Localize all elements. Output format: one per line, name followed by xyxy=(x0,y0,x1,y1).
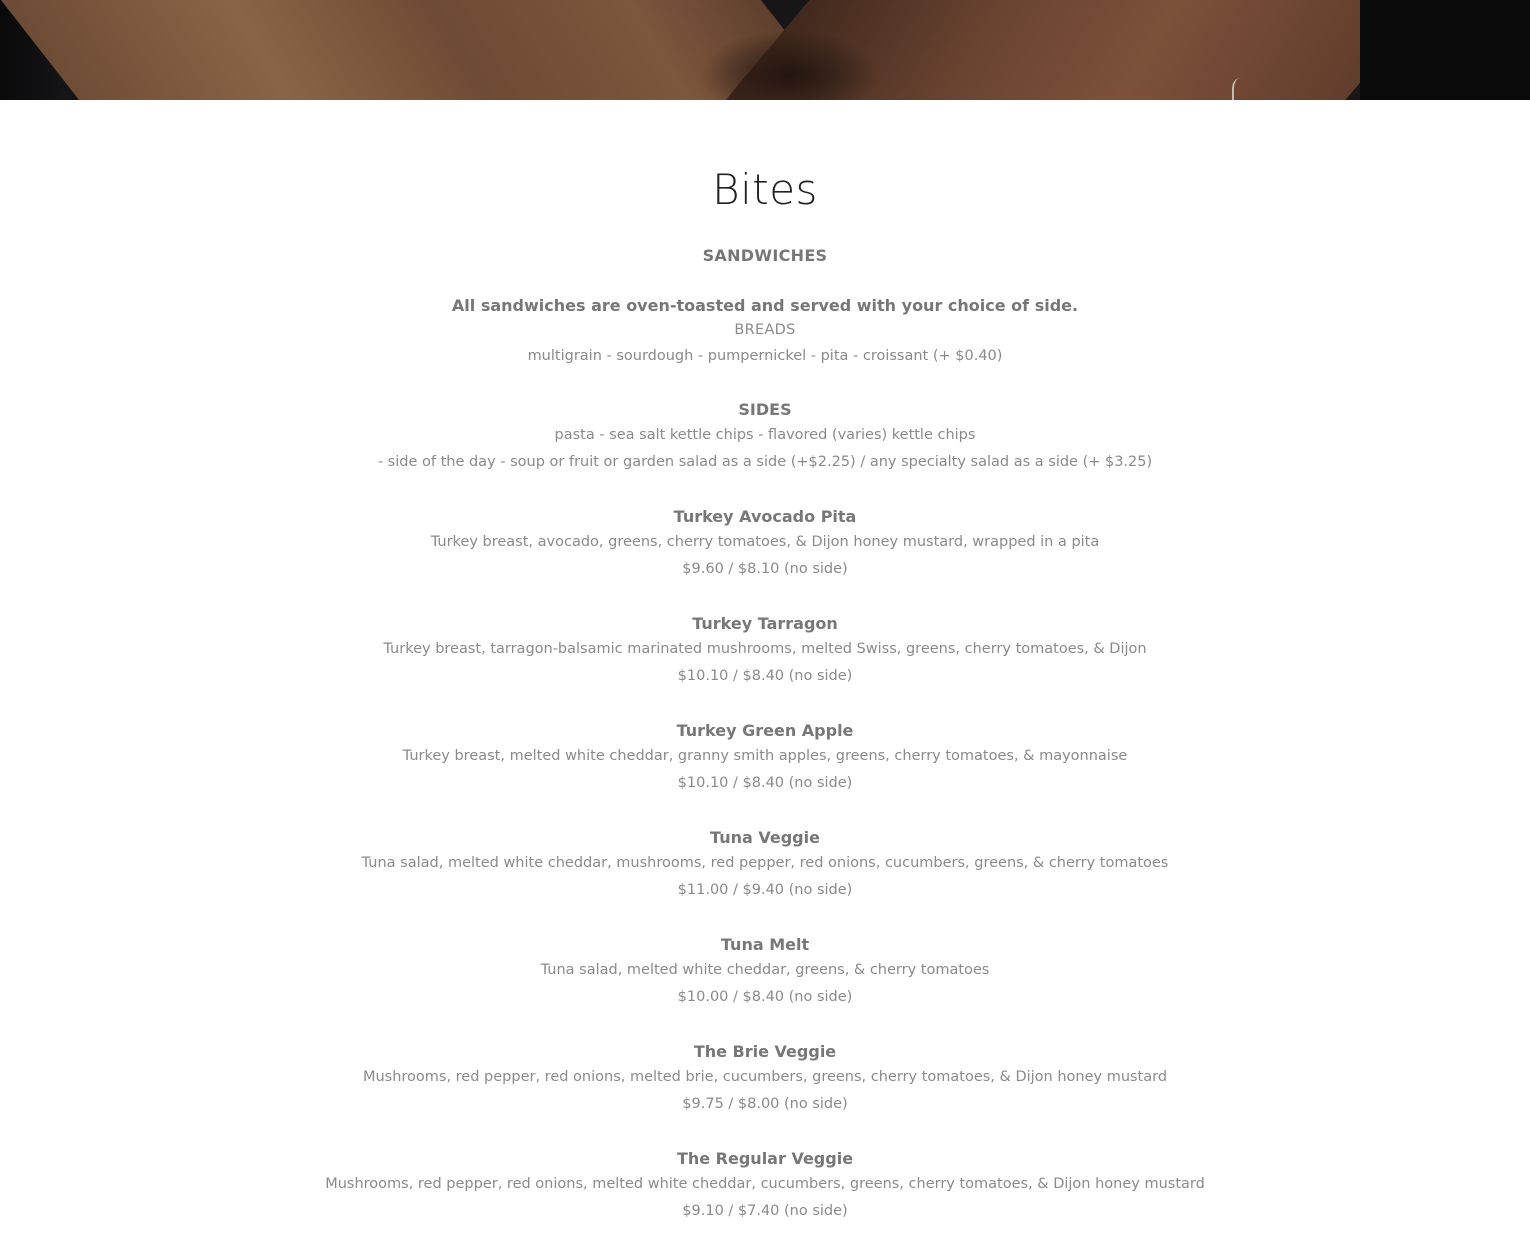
sides-heading: SIDES xyxy=(738,400,792,419)
menu-item-description: Turkey breast, tarragon-balsamic marinated mushrooms, melted Swiss, greens, cherry tomatoes, & Dijon xyxy=(383,641,1147,657)
menu-item-the-regular-veggie xyxy=(0,1147,1530,1225)
menu-item-description: Tuna salad, melted white cheddar, greens, & cherry tomatoes xyxy=(540,962,990,978)
menu-item-price: $9.60 / $8.10 (no side) xyxy=(682,561,848,577)
menu-item-name: Turkey Avocado Pita xyxy=(673,507,857,526)
breads-heading: BREADS xyxy=(734,322,796,338)
menu-item-tuna-veggie xyxy=(0,826,1530,904)
menu-item-description: Tuna salad, melted white cheddar, mushrooms, red pepper, red onions, cucumbers, greens, & cherry tomatoes xyxy=(361,855,1169,871)
sandwiches-section xyxy=(0,244,1530,1225)
menu-item-price: $10.10 / $8.40 (no side) xyxy=(677,668,853,684)
hero-shadow xyxy=(700,30,880,100)
menu-item-price: $9.10 / $7.40 (no side) xyxy=(682,1203,848,1219)
menu-item-price: $11.00 / $9.40 (no side) xyxy=(677,882,853,898)
menu-item-name: Tuna Veggie xyxy=(710,828,820,847)
page-title: Bites xyxy=(712,165,818,214)
menu-item-turkey-green-apple xyxy=(0,719,1530,797)
menu-item-price: $10.10 / $8.40 (no side) xyxy=(677,775,853,791)
sides-list-line-2: - side of the day - soup or fruit or garden salad as a side (+$2.25) / any specialty salad as a side (+ $3.25) xyxy=(377,454,1153,470)
breads-list: multigrain - sourdough - pumpernickel - pita - croissant (+ $0.40) xyxy=(527,348,1003,364)
menu-item-tuna-melt xyxy=(0,933,1530,1011)
menu-item-description: Turkey breast, melted white cheddar, granny smith apples, greens, cherry tomatoes, & mayonnaise xyxy=(402,748,1128,764)
menu-item-name: The Brie Veggie xyxy=(693,1042,837,1061)
menu-item-turkey-avocado-pita xyxy=(0,505,1530,583)
hero-cup-highlight xyxy=(1232,78,1248,100)
menu-item-turkey-tarragon xyxy=(0,612,1530,690)
sides-list-line-1: pasta - sea salt kettle chips - flavored (varies) kettle chips xyxy=(554,427,976,443)
menu-item-the-brie-veggie xyxy=(0,1040,1530,1118)
menu-content xyxy=(0,100,1530,1225)
sandwich-items-list xyxy=(0,505,1530,1225)
menu-item-name: Tuna Melt xyxy=(720,935,810,954)
menu-item-description: Mushrooms, red pepper, red onions, melted brie, cucumbers, greens, cherry tomatoes, & Dijon honey mustard xyxy=(362,1069,1168,1085)
hero-dark-edge xyxy=(1360,0,1530,100)
section-heading-sandwiches: SANDWICHES xyxy=(702,246,828,265)
hero-banner-image xyxy=(0,0,1530,100)
menu-item-name: The Regular Veggie xyxy=(676,1149,854,1168)
menu-item-description: Turkey breast, avocado, greens, cherry tomatoes, & Dijon honey mustard, wrapped in a pita xyxy=(430,534,1100,550)
menu-item-name: Turkey Tarragon xyxy=(692,614,838,633)
menu-item-price: $9.75 / $8.00 (no side) xyxy=(682,1096,848,1112)
menu-item-description: Mushrooms, red pepper, red onions, melted white cheddar, cucumbers, greens, cherry tomatoes, & Dijon honey mustard xyxy=(325,1176,1205,1192)
sandwiches-intro: All sandwiches are oven-toasted and served with your choice of side. xyxy=(451,296,1079,315)
menu-item-name: Turkey Green Apple xyxy=(676,721,854,740)
menu-item-price: $10.00 / $8.40 (no side) xyxy=(677,989,853,1005)
